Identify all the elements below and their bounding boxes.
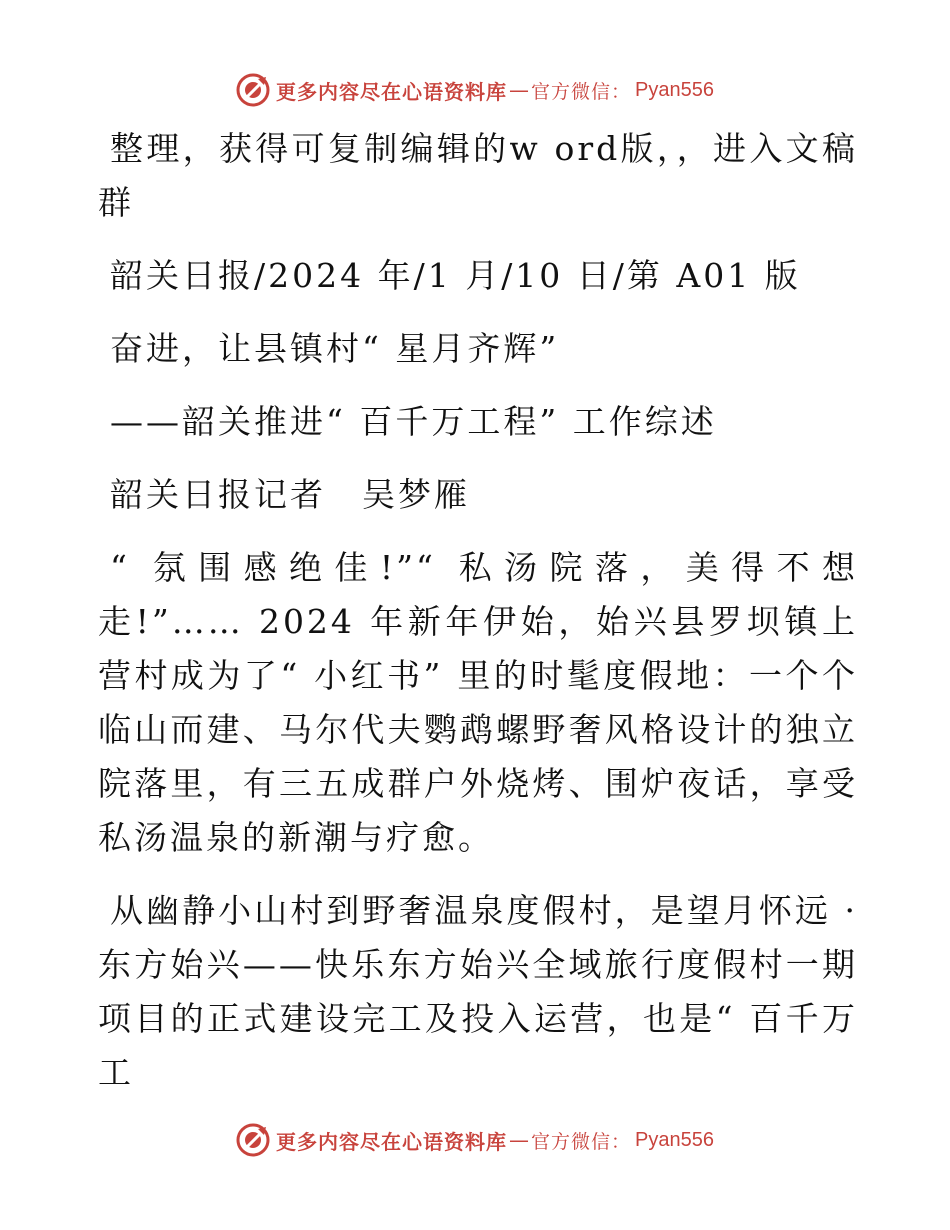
source-line: 韶关日报/2024 年/1 月/10 日/第 A01 版 bbox=[110, 256, 801, 295]
watermark-wechat-label: 官方微信： bbox=[531, 1130, 632, 1153]
watermark-wechat-label: 官方微信： bbox=[531, 80, 632, 103]
brand-logo-icon bbox=[236, 1123, 270, 1157]
watermark-dash: — bbox=[509, 78, 529, 102]
header-watermark bbox=[0, 70, 950, 110]
body-paragraph: “ 氛围感绝佳!”“ 私汤院落，美得不想走!”…… 2024 年新年伊始，始兴县罗坝镇上营村成为了“ 小红书” 里的时髦度假地：一个个临山而建、马尔代夫鹦鹉螺野奢风格设计的独立院落里，有三五成群户外烧烤、围炉夜话，享受私汤温泉的新潮与疗愈。 bbox=[98, 548, 858, 857]
intro-paragraph: 整理，获得可复制编辑的w ord版，，进入文稿群 bbox=[98, 129, 858, 222]
watermark-text: 更多内容尽在心语资料库 bbox=[276, 79, 507, 104]
watermark-group bbox=[236, 1123, 714, 1157]
watermark-group bbox=[236, 73, 714, 107]
article-title: 奋进，让县镇村“ 星月齐辉” bbox=[110, 329, 560, 368]
watermark-wechat-id: Pyan556 bbox=[635, 1128, 714, 1151]
article-byline: 韶关日报记者 吴梦雁 bbox=[110, 475, 470, 514]
brand-logo-icon bbox=[236, 73, 270, 107]
article-subtitle: ——韶关推进“ 百千万工程” 工作综述 bbox=[110, 402, 717, 441]
body-paragraph: 从幽静小山村到野奢温泉度假村，是望月怀远 · 东方始兴——快乐东方始兴全域旅行度假村一期项目的正式建设完工及投入运营，也是“ 百千万工 bbox=[98, 891, 858, 1092]
footer-watermark bbox=[0, 1120, 950, 1160]
watermark-dash: — bbox=[509, 1128, 529, 1152]
document-body bbox=[98, 122, 858, 1119]
watermark-text: 更多内容尽在心语资料库 bbox=[276, 1129, 507, 1154]
watermark-wechat-id: Pyan556 bbox=[635, 78, 714, 101]
